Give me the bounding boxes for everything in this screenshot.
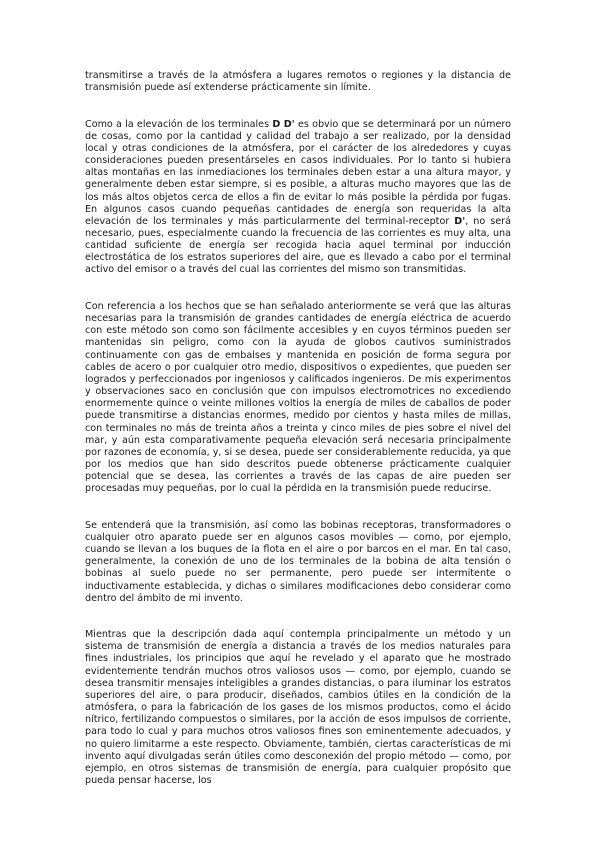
terminal-label-dd: D D' — [272, 118, 295, 130]
paragraph-3: Con referencia a los hechos que se han señalado anteriormente se verá que las alturas necesarias para la transmisión de grandes cantidades de energía eléctrica de acuerdo con este método son como son fácilmente accesibles y en cuyos términos pueden ser mantenidas sin peligro, como con la ayuda de globos cautivos suministrados continuamente con gas de embalses y mantenida en posición de forma segura por cables de acero o por cualquier otro medio, dispositivos o expedientes, que pueden ser logrados y perfeccionados por ingeniosos y calificados ingenieros. De mis experimentos y observaciones saco en conclusión que con impulsos electromotrices no excediendo enormemente quince o veinte millones voltios la energía de miles de caballos de poder puede transmitirse a distancias enormes, medido por cientos y hasta miles de millas, con terminales no más de treinta años a treinta y cinco miles de pies sobre el nivel del mar, y aún esta comparativamente pequeña elevación será necesaria principalmente por razones de economía, y, si se desea, puede ser considerablemente reducida, ya que por los medios que han sido descritos puede obtenerse prácticamente cualquier potencial que se desea, las corrientes a través de las capas de aire pueden ser procesadas muy pequeñas, por lo cual la pérdida en la transmisión puede reducirse. — [85, 300, 511, 495]
paragraph-2-text-b: es obvio que se determinará por un número de cosas, como por la cantidad y calidad del trabajo a ser realizado, por la densidad local y otras condiciones de la atmósfera, por el carácter de los alrededores y cuyas consideraciones pueden presentárseles en casos individuales. Por lo tanto si hubiera altas montañas en las inmediaciones los terminales deben estar a una altura mayor, y generalmente deben estar siempre, si es posible, a alturas mucho mayores que las de los más altos objetos cerca de ellos a fin de evitar lo más posible la pérdida por fugas. En algunos casos cuando pequeñas cantidades de energía son requeridas la alta elevación de los terminales y más particularmente del terminal-receptor — [85, 118, 511, 227]
paragraph-1: transmitirse a través de la atmósfera a lugares remotos o regiones y la distancia de transmisión puede así extenderse prácticamente sin límite. — [85, 70, 511, 94]
paragraph-4: Se entenderá que la transmisión, así como las bobinas receptoras, transformadores o cualquier otro aparato puede ser en algunos casos movibles — como, por ejemplo, cuando se llevan a los buques de la flota en el aire o por barcos en el mar. En tal caso, generalmente, la conexión de uno de los terminales de la bobina de alta tensión o bobinas al suelo puede no ser permanente, pero puede ser intermitente o inductivamente establecida, y dichas o similares modificaciones debo considerar como dentro del ámbito de mi invento. — [85, 519, 511, 604]
paragraph-2-text-a: Como a la elevación de los terminales — [85, 118, 273, 130]
terminal-label-d-prime: D' — [454, 215, 466, 227]
paragraph-5: Mientras que la descripción dada aquí contempla principalmente un método y un sistema de transmisión de energía a distancia a través de los medios naturales para fines industriales, los principios que aquí he revelado y el aparato que he mostrado evidentemente tendrán muchos otros valiosos usos — como, por ejemplo, cuando se desea transmitir mensajes inteligibles a grandes distancias, o para iluminar los estratos superiores del aire, o para producir, diseñados, cambios útiles en la condición de la atmósfera, o para la fabricación de los gases de los mismos productos, como el ácido nítrico, fertilizando compuestos o similares, por la acción de esos impulsos de corriente, para todo lo cual y para muchos otros valiosos fines son eminentemente adecuados, y no quiero limitarme a este respecto. Obviamente, también, ciertas características de mi invento aquí divulgadas serán útiles como desconexión del propio método — como, por ejemplo, en otros sistemas de transmisión de energía, para cualquier propósito que pueda pensar hacerse, los — [85, 629, 511, 786]
document-page — [85, 70, 511, 787]
paragraph-2 — [85, 119, 511, 277]
paragraph-2-text-c: , no será necesario, pues, especialmente cuando la frecuencia de las corrientes es muy alta, una cantidad suficiente de energía ser recogida hacia aquel terminal por inducción electrostática de los estratos superiores del aire, que es llevado a cabo por el terminal activo del emisor o a través del cual las corrientes del mismo son transmitidas. — [85, 215, 511, 276]
